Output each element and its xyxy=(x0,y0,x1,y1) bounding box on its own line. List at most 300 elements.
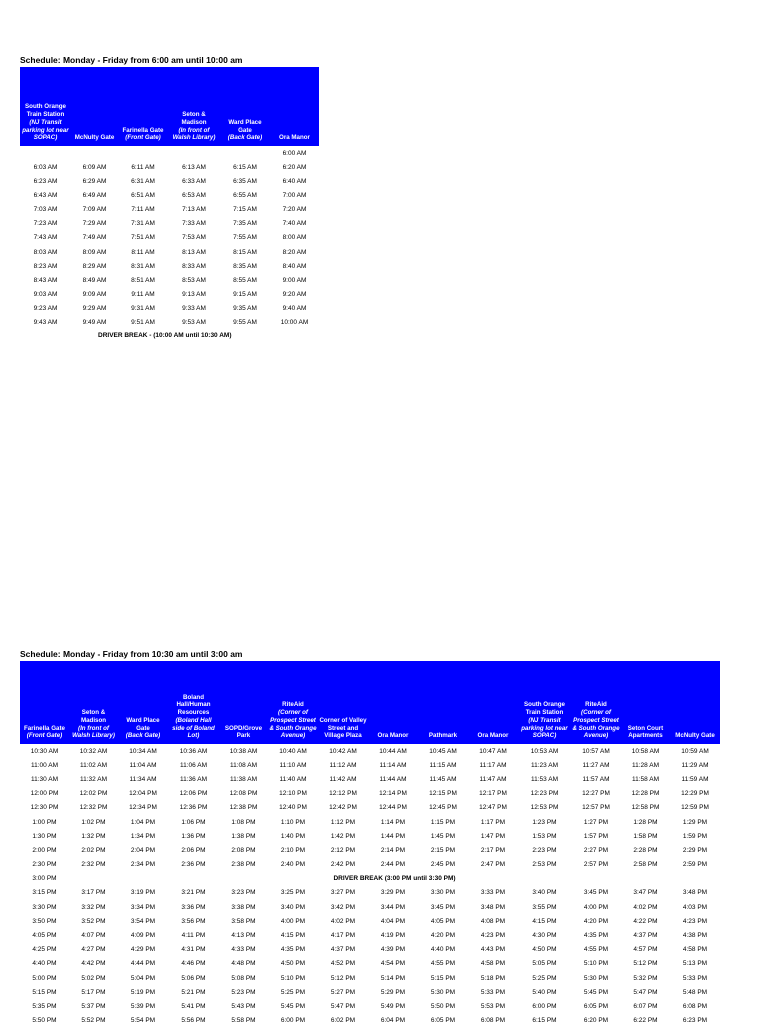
time-cell: 5:45 PM xyxy=(583,988,609,996)
table-body xyxy=(20,744,720,1028)
column-header xyxy=(268,661,318,744)
column-header-label: Farinella Gate xyxy=(24,724,65,732)
time-cell: 6:07 PM xyxy=(633,1002,658,1010)
time-cell: 8:49 AM xyxy=(82,276,107,284)
time-cell: 5:29 PM xyxy=(380,988,406,996)
time-cell: 6:43 AM xyxy=(33,191,58,199)
time-cell: 9:03 AM xyxy=(33,290,58,298)
time-cell: 4:05 PM xyxy=(430,917,456,925)
time-cell: 11:34 AM xyxy=(129,775,157,783)
time-cell: 11:47 AM xyxy=(479,775,507,783)
table-row xyxy=(20,872,720,886)
column-header-label: Corner of Valley Street and Village Plaza xyxy=(319,716,367,740)
table-row xyxy=(20,957,720,971)
time-cell: 4:09 PM xyxy=(130,932,156,940)
time-cell: 1:58 PM xyxy=(633,832,658,840)
time-cell: 12:02 PM xyxy=(79,790,108,798)
time-cell: 4:57 PM xyxy=(633,946,658,954)
time-cell: 5:13 PM xyxy=(682,960,708,968)
time-cell: 3:54 PM xyxy=(130,917,156,925)
schedule-table xyxy=(20,67,319,330)
time-cell: 4:29 PM xyxy=(130,946,156,954)
header-row xyxy=(20,661,720,744)
time-cell: 10:40 AM xyxy=(279,747,307,755)
time-cell: 5:21 PM xyxy=(181,988,206,996)
driver-break-note: DRIVER BREAK - (10:00 AM until 10:30 AM) xyxy=(98,332,232,339)
column-header-label: Boland Hall/Human Resources xyxy=(176,693,211,717)
time-cell: 5:18 PM xyxy=(480,974,506,982)
time-cell: 7:09 AM xyxy=(82,206,107,214)
time-cell: 10:57 AM xyxy=(582,747,610,755)
time-cell: 4:23 PM xyxy=(480,932,506,940)
time-cell: 1:27 PM xyxy=(583,818,609,826)
driver-break-note: DRIVER BREAK (3:00 PM until 3:30 PM) xyxy=(333,875,456,883)
table-row xyxy=(20,772,720,786)
time-cell: 2:32 PM xyxy=(81,861,106,869)
time-cell: 4:40 PM xyxy=(430,946,456,954)
time-cell: 4:50 PM xyxy=(280,960,306,968)
time-cell: 2:53 PM xyxy=(532,861,557,869)
time-cell: 12:38 PM xyxy=(229,804,258,812)
table-row xyxy=(20,744,720,758)
time-cell: 4:58 PM xyxy=(682,946,708,954)
time-cell: 5:35 PM xyxy=(32,1002,57,1010)
column-header-label: Pathmark xyxy=(428,732,458,740)
time-cell: 11:27 AM xyxy=(582,761,610,769)
time-cell xyxy=(118,146,168,160)
time-cell: 8:15 AM xyxy=(233,248,257,256)
time-cell: 7:15 AM xyxy=(233,206,257,214)
time-cell: 6:11 AM xyxy=(131,163,155,171)
column-header-note: (In front of Walsh Library) xyxy=(172,126,216,142)
time-cell: 11:10 AM xyxy=(279,761,307,769)
time-cell: 3:45 PM xyxy=(430,903,456,911)
time-cell: 4:00 PM xyxy=(583,903,609,911)
time-cell: 4:27 PM xyxy=(81,946,106,954)
time-cell: 10:32 AM xyxy=(79,747,108,755)
time-cell: 11:28 AM xyxy=(632,761,659,769)
time-cell: 3:29 PM xyxy=(380,889,406,897)
time-cell: 5:47 PM xyxy=(633,988,658,996)
table-row xyxy=(20,829,720,843)
time-cell: 6:53 AM xyxy=(182,191,206,199)
column-header-label: McNulty Gate xyxy=(74,134,115,142)
table-row xyxy=(20,217,319,231)
time-cell: 2:47 PM xyxy=(480,861,506,869)
time-cell: 11:08 AM xyxy=(230,761,257,769)
time-cell: 4:00 PM xyxy=(280,917,306,925)
column-header-label: Ora Manor xyxy=(377,732,409,740)
time-cell: 5:40 PM xyxy=(532,988,557,996)
time-cell: 1:23 PM xyxy=(532,818,557,826)
time-cell: 9:51 AM xyxy=(131,319,155,327)
table-row xyxy=(20,914,720,928)
time-cell: 4:20 PM xyxy=(430,932,456,940)
time-cell: 7:13 AM xyxy=(182,206,206,214)
column-header-label: Ward Place Gate xyxy=(126,716,160,732)
time-cell: 4:22 PM xyxy=(633,917,658,925)
column-header xyxy=(20,67,71,146)
column-header xyxy=(219,661,268,744)
time-cell: 4:50 PM xyxy=(532,946,557,954)
time-cell: 7:11 AM xyxy=(131,206,155,214)
column-header-label: McNulty Gate xyxy=(675,732,715,740)
table-row xyxy=(20,900,720,914)
column-header-label: Seton & Madison xyxy=(80,709,107,724)
column-header xyxy=(118,67,168,146)
time-cell: 11:36 AM xyxy=(180,775,207,783)
time-cell: 6:13 AM xyxy=(182,163,206,171)
column-header xyxy=(71,67,118,146)
time-cell: 3:47 PM xyxy=(633,889,658,897)
time-cell: 11:15 AM xyxy=(429,761,457,769)
time-cell: 4:05 PM xyxy=(32,932,57,940)
time-cell: 11:04 AM xyxy=(129,761,157,769)
time-cell: 4:33 PM xyxy=(231,946,256,954)
time-cell: 9:11 AM xyxy=(131,290,155,298)
time-cell: 11:02 AM xyxy=(80,761,107,769)
column-header-note: (Corner of Prospect Street & South Orange Avenue) xyxy=(572,709,620,740)
time-cell: 4:40 PM xyxy=(32,960,57,968)
time-cell: 2:15 PM xyxy=(430,846,456,854)
time-cell: 4:54 PM xyxy=(380,960,406,968)
time-cell: 7:43 AM xyxy=(33,234,58,242)
time-cell: 10:44 AM xyxy=(379,747,407,755)
time-cell: 8:33 AM xyxy=(182,262,206,270)
schedule-title: Schedule: Monday - Friday from 10:30 am until 3:00 am xyxy=(20,649,243,659)
time-cell: 12:27 PM xyxy=(582,790,610,798)
table-row xyxy=(20,858,720,872)
column-header xyxy=(468,661,518,744)
header-row xyxy=(20,67,319,146)
time-cell: 5:37 PM xyxy=(81,1002,106,1010)
time-cell: 5:00 PM xyxy=(32,974,57,982)
time-cell: 1:14 PM xyxy=(380,818,406,826)
time-cell: 2:45 PM xyxy=(430,861,456,869)
column-header-label: RiteAid xyxy=(282,701,304,709)
time-cell: 2:17 PM xyxy=(480,846,506,854)
time-cell: 5:08 PM xyxy=(231,974,256,982)
time-cell: 4:35 PM xyxy=(583,932,609,940)
time-cell: 10:42 AM xyxy=(329,747,357,755)
time-cell: 7:20 AM xyxy=(282,206,307,214)
time-cell: 1:53 PM xyxy=(532,832,557,840)
time-cell: 1:08 PM xyxy=(231,818,256,826)
time-cell: 2:06 PM xyxy=(181,846,206,854)
time-cell: 5:43 PM xyxy=(231,1002,256,1010)
time-cell: 11:53 AM xyxy=(531,775,558,783)
time-cell: 9:55 AM xyxy=(233,319,257,327)
time-cell: 3:52 PM xyxy=(81,917,106,925)
time-cell: 2:44 PM xyxy=(380,861,406,869)
time-cell: 1:28 PM xyxy=(633,818,658,826)
time-cell: 5:12 PM xyxy=(330,974,356,982)
time-cell: 5:39 PM xyxy=(130,1002,156,1010)
time-cell: 1:36 PM xyxy=(181,832,206,840)
time-cell: 11:29 AM xyxy=(681,761,709,769)
time-cell: 6:23 PM xyxy=(682,1017,708,1025)
time-cell: 11:17 AM xyxy=(479,761,507,769)
time-cell: 5:53 PM xyxy=(480,1002,506,1010)
time-cell: 9:00 AM xyxy=(282,276,307,284)
time-cell: 3:34 PM xyxy=(130,903,156,911)
time-cell: 7:35 AM xyxy=(233,220,257,228)
time-cell: 12:45 PM xyxy=(429,804,457,812)
table-row xyxy=(20,886,720,900)
column-header-note: (NJ Transit parking lot near SOPAC) xyxy=(22,118,69,142)
time-cell: 5:15 PM xyxy=(430,974,456,982)
time-cell: 2:04 PM xyxy=(130,846,156,854)
column-header-note: (Boland Hall side of Boland Lot) xyxy=(172,716,215,740)
time-cell: 9:13 AM xyxy=(182,290,206,298)
time-cell: 4:08 PM xyxy=(480,917,506,925)
time-cell: 12:15 PM xyxy=(429,790,457,798)
time-cell: 5:25 PM xyxy=(532,974,557,982)
time-cell: 2:57 PM xyxy=(583,861,609,869)
column-header-label: Seton & Madison xyxy=(181,111,207,126)
time-cell: 6:20 AM xyxy=(282,163,307,171)
time-cell: 12:06 PM xyxy=(179,790,208,798)
time-cell: 3:48 PM xyxy=(682,889,708,897)
table-row xyxy=(20,971,720,985)
time-cell: 9:43 AM xyxy=(33,319,58,327)
time-cell: 5:27 PM xyxy=(330,988,356,996)
time-cell: 6:00 PM xyxy=(280,1017,306,1025)
time-cell: 8:11 AM xyxy=(131,248,155,256)
time-cell: 3:19 PM xyxy=(130,889,156,897)
time-cell: 12:57 PM xyxy=(582,804,610,812)
table-row xyxy=(20,843,720,857)
time-cell: 3:32 PM xyxy=(81,903,106,911)
table-row xyxy=(20,815,720,829)
time-cell: 5:58 PM xyxy=(231,1017,256,1025)
time-cell: 2:08 PM xyxy=(231,846,256,854)
time-cell: 8:35 AM xyxy=(233,262,257,270)
time-cell: 2:23 PM xyxy=(532,846,557,854)
column-header-label: South Orange Train Station xyxy=(524,701,565,717)
time-cell: 3:36 PM xyxy=(181,903,206,911)
column-header xyxy=(418,661,468,744)
time-cell: 4:30 PM xyxy=(532,932,557,940)
time-cell: 12:36 PM xyxy=(179,804,208,812)
time-cell: 6:29 AM xyxy=(82,177,107,185)
time-cell: 9:23 AM xyxy=(33,305,58,313)
time-cell: 4:46 PM xyxy=(181,960,206,968)
time-cell: 9:20 AM xyxy=(282,290,307,298)
time-cell: 10:36 AM xyxy=(179,747,208,755)
table-row xyxy=(20,273,319,287)
column-header xyxy=(518,661,571,744)
table-row xyxy=(20,259,319,273)
time-cell: 4:39 PM xyxy=(380,946,406,954)
time-cell: 11:59 AM xyxy=(681,775,709,783)
time-cell: 5:56 PM xyxy=(181,1017,206,1025)
time-cell: 4:19 PM xyxy=(380,932,406,940)
time-cell: 9:40 AM xyxy=(282,305,307,313)
time-cell: 3:33 PM xyxy=(480,889,506,897)
time-cell: 4:02 PM xyxy=(330,917,356,925)
column-header-label: Ora Manor xyxy=(477,732,509,740)
time-cell: 9:29 AM xyxy=(82,305,107,313)
time-cell: 2:27 PM xyxy=(583,846,609,854)
time-cell: 10:45 AM xyxy=(429,747,457,755)
time-cell: 10:58 AM xyxy=(631,747,660,755)
time-cell: 2:28 PM xyxy=(633,846,658,854)
time-cell: 8:00 AM xyxy=(282,234,307,242)
time-cell: 1:59 PM xyxy=(682,832,708,840)
time-cell xyxy=(20,146,71,160)
time-cell: 4:17 PM xyxy=(330,932,356,940)
time-cell: 5:02 PM xyxy=(81,974,106,982)
time-cell: 3:30 PM xyxy=(32,903,57,911)
table-row xyxy=(20,316,319,330)
time-cell: 12:17 PM xyxy=(479,790,507,798)
time-cell: 9:33 AM xyxy=(182,305,206,313)
schedule-table xyxy=(20,661,720,1028)
time-cell: 1:15 PM xyxy=(430,818,456,826)
time-cell: 5:48 PM xyxy=(682,988,708,996)
time-cell: 4:31 PM xyxy=(181,946,206,954)
time-cell: 3:56 PM xyxy=(181,917,206,925)
time-cell: 6:55 AM xyxy=(233,191,257,199)
time-cell: 6:09 AM xyxy=(82,163,107,171)
time-cell: 6:05 PM xyxy=(583,1002,609,1010)
time-cell: 11:32 AM xyxy=(80,775,107,783)
time-cell: 8:31 AM xyxy=(131,262,155,270)
time-cell: 6:22 PM xyxy=(633,1017,658,1025)
column-header-label: RiteAid xyxy=(585,701,607,709)
time-cell: 1:47 PM xyxy=(480,832,506,840)
time-cell: 3:40 PM xyxy=(532,889,557,897)
time-cell: 4:52 PM xyxy=(330,960,356,968)
column-header-label: SOPD/Grove Park xyxy=(224,724,263,740)
time-cell: 1:12 PM xyxy=(330,818,356,826)
time-cell: 5:41 PM xyxy=(181,1002,206,1010)
time-cell: 7:29 AM xyxy=(82,220,107,228)
time-cell: 5:50 PM xyxy=(430,1002,456,1010)
schedule-title: Schedule: Monday - Friday from 6:00 am until 10:00 am xyxy=(20,55,243,65)
time-cell: 3:38 PM xyxy=(231,903,256,911)
time-cell: 5:47 PM xyxy=(330,1002,356,1010)
time-cell: 12:14 PM xyxy=(379,790,407,798)
time-cell: 1:02 PM xyxy=(81,818,106,826)
time-cell: 1:04 PM xyxy=(130,818,156,826)
time-cell: 5:30 PM xyxy=(583,974,609,982)
time-cell: 12:10 PM xyxy=(279,790,307,798)
time-cell: 12:00 PM xyxy=(30,790,59,798)
time-cell: 8:55 AM xyxy=(233,276,257,284)
time-cell: 1:57 PM xyxy=(583,832,609,840)
time-cell: 6:00 AM xyxy=(282,149,307,157)
table-row xyxy=(20,999,720,1013)
table-row xyxy=(20,160,319,174)
table-row xyxy=(20,231,319,245)
time-cell: 4:48 PM xyxy=(231,960,256,968)
time-cell: 3:45 PM xyxy=(583,889,609,897)
time-cell: 4:37 PM xyxy=(330,946,356,954)
column-header xyxy=(670,661,720,744)
time-cell: 3:25 PM xyxy=(280,889,306,897)
time-cell: 6:51 AM xyxy=(131,191,155,199)
column-header xyxy=(20,661,69,744)
time-cell: 3:58 PM xyxy=(231,917,256,925)
time-cell: 7:33 AM xyxy=(182,220,206,228)
table-row xyxy=(20,188,319,202)
time-cell: 7:00 AM xyxy=(282,191,307,199)
column-header-note: (Front Gate) xyxy=(26,732,63,740)
time-cell: 5:33 PM xyxy=(480,988,506,996)
time-cell: 2:14 PM xyxy=(380,846,406,854)
time-cell: 10:47 AM xyxy=(479,747,507,755)
time-cell: 2:12 PM xyxy=(330,846,356,854)
time-cell: 10:59 AM xyxy=(681,747,709,755)
time-cell: 5:10 PM xyxy=(583,960,609,968)
time-cell: 5:04 PM xyxy=(130,974,156,982)
time-cell: 3:27 PM xyxy=(330,889,356,897)
time-cell: 11:38 AM xyxy=(230,775,257,783)
time-cell: 9:09 AM xyxy=(82,290,107,298)
time-cell: 8:29 AM xyxy=(82,262,107,270)
time-cell: 4:11 PM xyxy=(181,932,206,940)
time-cell: 11:45 AM xyxy=(429,775,457,783)
time-cell: 5:17 PM xyxy=(81,988,106,996)
time-cell: 4:44 PM xyxy=(130,960,156,968)
time-cell: 6:20 PM xyxy=(583,1017,609,1025)
time-cell: 2:36 PM xyxy=(181,861,206,869)
time-cell: 7:53 AM xyxy=(182,234,206,242)
time-cell: 5:52 PM xyxy=(81,1017,106,1025)
time-cell: 12:29 PM xyxy=(681,790,709,798)
time-cell: 1:32 PM xyxy=(81,832,106,840)
time-cell: 11:14 AM xyxy=(379,761,407,769)
time-cell: 3:55 PM xyxy=(532,903,557,911)
time-cell: 2:40 PM xyxy=(280,861,306,869)
time-cell: 10:53 AM xyxy=(530,747,559,755)
time-cell: 8:53 AM xyxy=(182,276,206,284)
time-cell: 1:06 PM xyxy=(181,818,206,826)
time-cell: 8:40 AM xyxy=(282,262,307,270)
time-cell: 10:38 AM xyxy=(229,747,258,755)
time-cell: 11:40 AM xyxy=(279,775,307,783)
time-cell: 4:43 PM xyxy=(480,946,506,954)
table-row xyxy=(20,287,319,301)
time-cell: 3:15 PM xyxy=(32,889,57,897)
time-cell: 4:03 PM xyxy=(682,903,708,911)
time-cell: 10:34 AM xyxy=(129,747,157,755)
time-cell: 12:32 PM xyxy=(79,804,108,812)
time-cell: 4:38 PM xyxy=(682,932,708,940)
time-cell: 6:33 AM xyxy=(182,177,206,185)
time-cell: 7:49 AM xyxy=(82,234,107,242)
time-cell: 9:15 AM xyxy=(233,290,257,298)
time-cell: 12:23 PM xyxy=(530,790,559,798)
time-cell: 2:38 PM xyxy=(231,861,256,869)
time-cell: 1:30 PM xyxy=(32,832,57,840)
time-cell: 1:34 PM xyxy=(130,832,156,840)
time-cell: 7:55 AM xyxy=(233,234,257,242)
column-header-label: Ora Manor xyxy=(279,134,310,142)
time-cell: 2:59 PM xyxy=(682,861,708,869)
time-cell: 7:51 AM xyxy=(131,234,155,242)
time-cell: 4:55 PM xyxy=(430,960,456,968)
time-cell: 5:49 PM xyxy=(380,1002,406,1010)
table-row xyxy=(20,245,319,259)
time-cell: 6:04 PM xyxy=(380,1017,406,1025)
table-body xyxy=(20,146,319,330)
time-cell: 7:40 AM xyxy=(282,220,307,228)
time-cell: 6:40 AM xyxy=(282,177,307,185)
time-cell: 12:42 PM xyxy=(329,804,357,812)
